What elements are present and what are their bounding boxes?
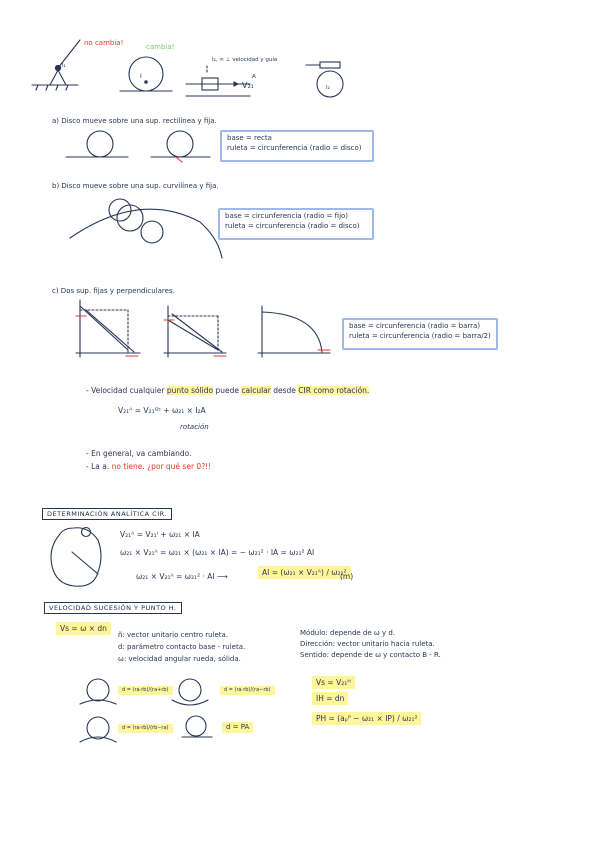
v21-label: V₂₁ — [242, 81, 254, 90]
i1-label: I₁ — [62, 63, 66, 69]
no-cambia-note: no cambia! — [84, 39, 124, 47]
i2-label: I₂ — [326, 85, 330, 91]
box-line: base = circunferencia (radio = fijo) — [225, 212, 349, 220]
cir-heading: DETERMINACIÓN ANALÍTICA CIR. — [42, 508, 172, 520]
a-label: A — [252, 74, 256, 80]
section-b-box — [218, 208, 374, 240]
cir-result: AI = (ω₂₁ × V₂₁ᴬ) / ω₂₁² — [258, 566, 351, 579]
note-red: no tiene. ¿por qué ser 0?!! — [111, 462, 212, 471]
acceleration-note — [86, 463, 211, 471]
cir-eq2: ω₂₁ × V₂₁ᴬ = ω₂₁ × (ω₂₁ × IA) = − ω₂₁² · IA = ω₂₁² AI — [120, 548, 315, 557]
vs-h-eq: Vs = V₂₁ᴴ — [312, 676, 355, 689]
velocity-note — [86, 387, 369, 395]
wheel-bar-sketch — [306, 62, 343, 97]
section-c-sketch — [76, 300, 330, 357]
def-line: d: parámetro contacto base - ruleta. — [118, 643, 246, 651]
def-line: ω: velocidad angular rueda, sólida. — [118, 655, 241, 663]
slider-sketch — [186, 66, 250, 96]
section-a-sketch — [66, 131, 210, 162]
sucesion-heading: VELOCIDAD SUCESIÓN Y PUNTO H. — [44, 602, 182, 614]
box-line: ruleta = circunferencia (radio = barra/2) — [349, 332, 491, 340]
def-line: ñ: vector unitario centro ruleta. — [118, 631, 229, 639]
mod-line: Dirección: vector unitario hacia ruleta. — [300, 640, 435, 648]
vs-formula: Vs = ω × dn — [56, 622, 111, 635]
body-blob — [51, 528, 101, 587]
cir-eq3: ω₂₁ × V₂₁ᴬ = ω₂₁² · AI ⟶ — [136, 572, 228, 581]
velocity-arrows — [76, 316, 330, 356]
box-line: ruleta = circunferencia (radio = disco) — [227, 144, 362, 152]
d-fraction-c: d = (ra·rb)/(rb−ra) — [118, 724, 173, 733]
section-c-title: c) Dos sup. fijas y perpendiculares. — [52, 287, 175, 295]
box-line: base = recta — [227, 134, 272, 142]
guide-note: I₂, ∞ ⊥ velocidad y guía — [212, 57, 278, 63]
section-b-sketch — [70, 199, 222, 258]
ih-eq: IH = dn — [312, 692, 348, 705]
note-text: - Velocidad cualquier — [86, 386, 165, 395]
note-text: - La a. — [86, 462, 110, 471]
cir-eq1: V₂₁ᴬ = V₂₁ᴵ + ω₂₁ × IA — [120, 530, 200, 539]
d-pa: d = PA — [222, 722, 253, 733]
cir-result-tag: (m) — [340, 572, 354, 581]
ph-eq: PH = (aₚᴾ − ω₂₁ × IP) / ω₂₁² — [312, 712, 421, 725]
rod-sketch — [32, 40, 80, 90]
mod-line: Módulo: depende de ω y d. — [300, 629, 396, 637]
rotation-formula: V₂₁ᴬ = V₂₁ᴵ²ᶦ + ω₂₁ × I₂A — [118, 406, 206, 415]
i-label: I — [140, 73, 142, 80]
note-highlight: CIR como rotación. — [298, 386, 370, 395]
note-highlight: punto sólido — [166, 386, 214, 395]
box-line: ruleta = circunferencia (radio = disco) — [225, 222, 360, 230]
section-a-box — [220, 130, 374, 162]
note-text: puede — [215, 386, 239, 395]
d-fraction-a: d = (ra·rb)/(ra+rb) — [118, 686, 173, 695]
cambia-note: cambia! — [146, 43, 175, 51]
section-b-title: b) Disco mueve sobre una sup. curvilínea y fija. — [52, 182, 219, 190]
d-fraction-b: d = (ra·rb)/(ra−rb) — [220, 686, 275, 695]
box-line: base = circunferencia (radio = barra) — [349, 322, 481, 330]
rotation-label: rotación — [180, 423, 209, 431]
section-c-box — [342, 318, 498, 350]
note-highlight: calcular — [241, 386, 271, 395]
general-note: - En general, va cambiando. — [86, 449, 192, 458]
disc-sketch — [120, 57, 172, 91]
mod-line: Sentido: depende de ω y contacto B - R. — [300, 651, 441, 659]
section-a-title: a) Disco mueve sobre una sup. rectilínea y fija. — [52, 117, 217, 125]
note-text: desde — [273, 386, 296, 395]
